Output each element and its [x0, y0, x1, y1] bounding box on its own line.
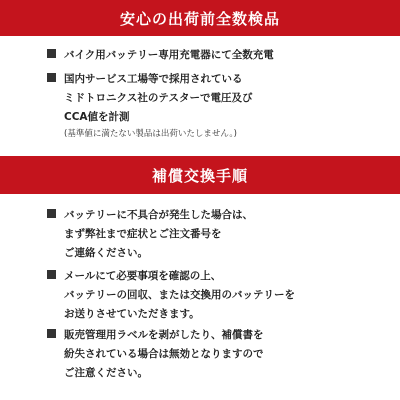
list-item-text: まず弊社まで症状とご注文番号を	[64, 228, 222, 240]
list-item	[64, 206, 394, 263]
bullet-square-icon	[47, 270, 56, 279]
bullet-square-icon	[47, 73, 56, 82]
section-banner-inspection	[0, 0, 400, 36]
section-title: 安心の出荷前全数検品	[119, 9, 280, 28]
list-item-text: バッテリーの回収、または交換用のバッテリーを	[64, 289, 295, 301]
list-item-text: ご連絡ください。	[64, 247, 148, 259]
section-title: 補償交換手順	[151, 166, 248, 185]
list-item-text: バッテリーに不具合が発生した場合は、	[64, 209, 253, 221]
list-item-text: お送りさせていただきます。	[64, 308, 200, 320]
bullet-square-icon	[47, 209, 56, 218]
list-item-text: メールにて必要事項を確認の上、	[64, 270, 222, 282]
list-item	[64, 46, 394, 65]
bullet-square-icon	[47, 49, 56, 58]
list-item-text: 販売管理用ラベルを剥がしたり、補償書を	[64, 329, 264, 341]
list-item-text: 紛失されている場合は無効となりますので	[64, 348, 264, 360]
list-item-text: 国内サービス工場等で採用されている	[64, 73, 243, 85]
list-item-note: (基準値に満たない製品は出荷いたしません。)	[64, 129, 237, 139]
list-item-text: ご注意ください。	[64, 367, 148, 379]
list-item	[64, 267, 394, 324]
bullet-square-icon	[47, 329, 56, 338]
list-item	[64, 70, 394, 142]
list-item-text: ミドトロニクス社のテスターで電圧及び	[64, 92, 253, 104]
list-item-text: CCA値を計測	[64, 111, 130, 123]
section-banner-exchange	[0, 156, 400, 194]
list-item	[64, 326, 394, 383]
list-item-text: バイク用バッテリー専用充電器にて全数充電	[64, 49, 274, 61]
